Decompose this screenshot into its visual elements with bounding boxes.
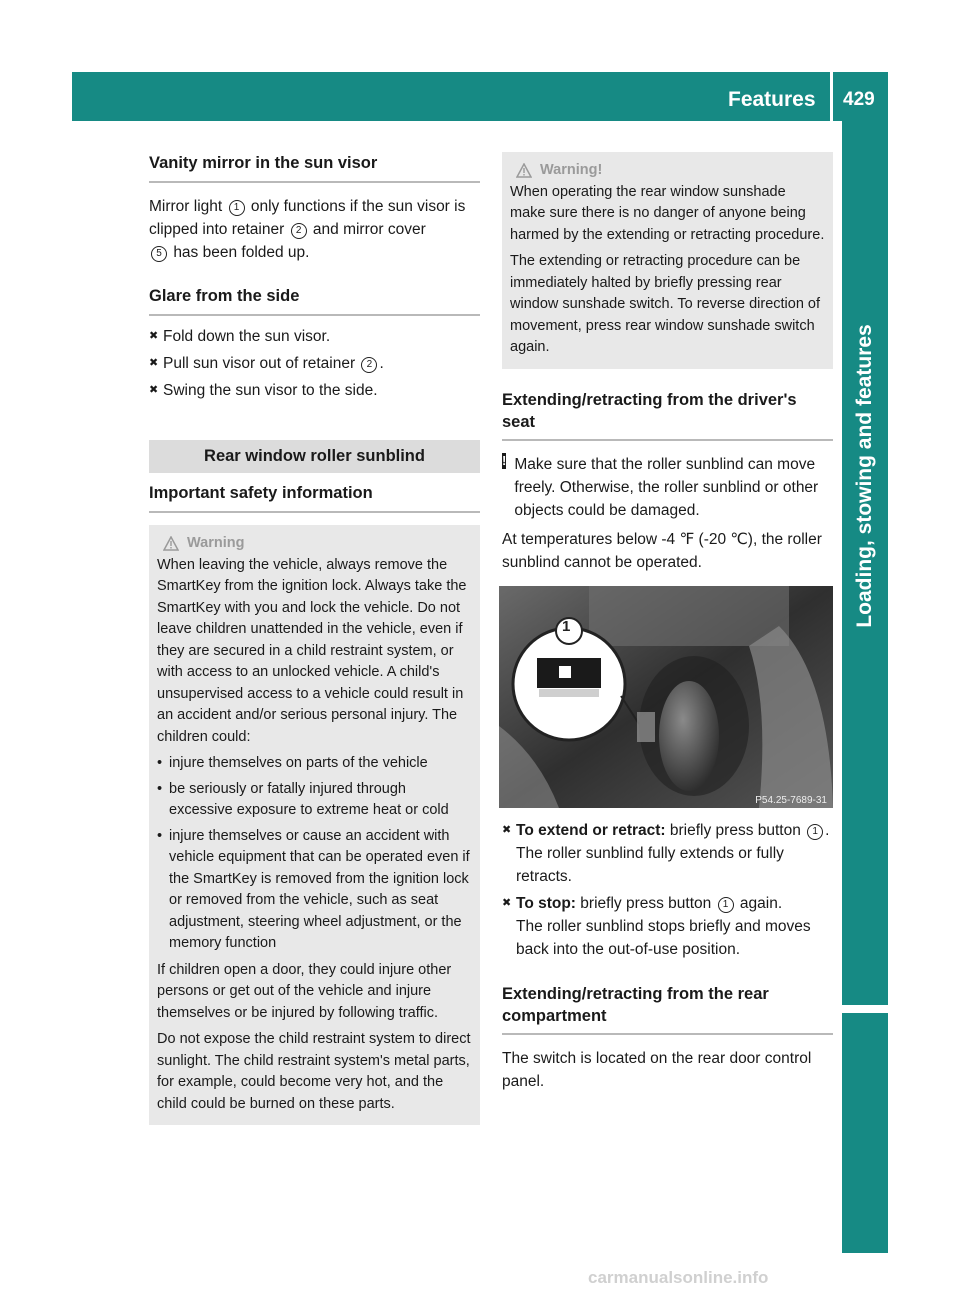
safety-heading: Important safety information: [149, 482, 480, 513]
header-divider: [830, 72, 833, 121]
temperature-note: At temperatures below -4 ℉ (-20 ℃), the roller sunblind cannot be operated.: [502, 530, 822, 571]
step-item: ✖ Pull sun visor out of retainer 2 .: [149, 355, 384, 372]
console-photo: [499, 586, 833, 808]
page-number: 429: [843, 89, 875, 110]
vanity-heading: Vanity mirror in the sun visor: [149, 152, 480, 183]
right-column-lower: [502, 819, 833, 1093]
roller-heading: Rear window roller sunblind: [149, 440, 480, 473]
warning-box: [149, 525, 480, 1125]
warning-para: If children open a door, they could injure other persons or get out of the vehicle and injure themselves or be injured by following traffic.: [157, 961, 452, 1021]
caution-note: ! Make sure that the roller sunblind can move freely. Otherwise, the roller sunblind or other objects could be damaged.: [502, 452, 819, 519]
side-tab-marker: [842, 1013, 888, 1253]
side-tab-label: Loading, stowing and features: [853, 324, 876, 628]
step-item: ✖ To stop: briefly press button 1 again. The roller sunblind stops briefly and moves back into the out-of-use position.: [502, 895, 811, 958]
caution-icon: !: [502, 452, 507, 468]
warning-triangle-icon: [163, 536, 179, 551]
step-item: ✖ Fold down the sun visor.: [149, 328, 331, 345]
callout-1: 1: [229, 200, 245, 216]
warning-box-right: [502, 152, 833, 369]
rear-text: The switch is located on the rear door control panel.: [502, 1050, 812, 1090]
section-title: Features: [728, 88, 816, 111]
warning-intro: When leaving the vehicle, always remove the SmartKey from the ignition lock. Always take the SmartKey with you and lock the vehicle. Do not leave children unattended in the vehicle, even if they are secured in a child restraint system, or with access to an unlocked vehicle. A child's unsupervised access to a vehicle could result in an accident and/or serious personal injury. The children could:: [157, 556, 467, 745]
console-illustration: [499, 586, 833, 808]
warning-triangle-icon: [516, 163, 532, 178]
photo-callout: 1: [562, 618, 571, 635]
vanity-text: Mirror light 1 only functions if the sun visor is clipped into retainer 2 and mirror cover 5 has been folded up.: [149, 198, 466, 261]
warning-title: Warning!: [516, 160, 825, 182]
warning-title: Warning: [163, 533, 472, 555]
callout-5: 5: [151, 246, 167, 262]
warning-para: The extending or retracting procedure can be immediately halted by briefly pressing rear window sunshade switch. To reverse direction of movement, press rear window sunshade switch again.: [510, 253, 821, 355]
left-column: [149, 152, 480, 1125]
rear-heading: Extending/retracting from the rear compartment: [502, 983, 833, 1035]
footer-watermark: carmanualsonline.info: [588, 1268, 769, 1287]
step-item: ✖ To extend or retract: briefly press button 1 . The roller sunblind fully extends or fully retracts.: [502, 822, 830, 885]
callout-2: 2: [291, 223, 307, 239]
warning-bullet: • injure themselves or cause an accident with vehicle equipment that can be operated even if the SmartKey is removed from the ignition lock or removed from the vehicle, such as seat adjustment, steering wheel adjustment, or the memory function: [157, 827, 470, 951]
step-item: ✖ Swing the sun visor to the side.: [149, 382, 378, 399]
glare-steps: [149, 325, 480, 402]
warning-para: When operating the rear window sunshade make sure there is no danger of anyone being harmed by the extending or retracting procedure.: [510, 183, 825, 243]
right-column: [502, 152, 833, 574]
warning-bullet: • injure themselves on parts of the vehicle: [157, 755, 428, 771]
driver-heading: Extending/retracting from the driver's seat: [502, 389, 833, 441]
warning-bullet: • be seriously or fatally injured through excessive exposure to extreme heat or cold: [157, 780, 449, 818]
warning-para: Do not expose the child restraint system to direct sunlight. The child restraint system's metal parts, for example, could become very hot, and the child could be burned on these parts.: [157, 1031, 471, 1112]
photo-code: P54.25-7689-31: [755, 795, 827, 806]
glare-heading: Glare from the side: [149, 285, 480, 316]
